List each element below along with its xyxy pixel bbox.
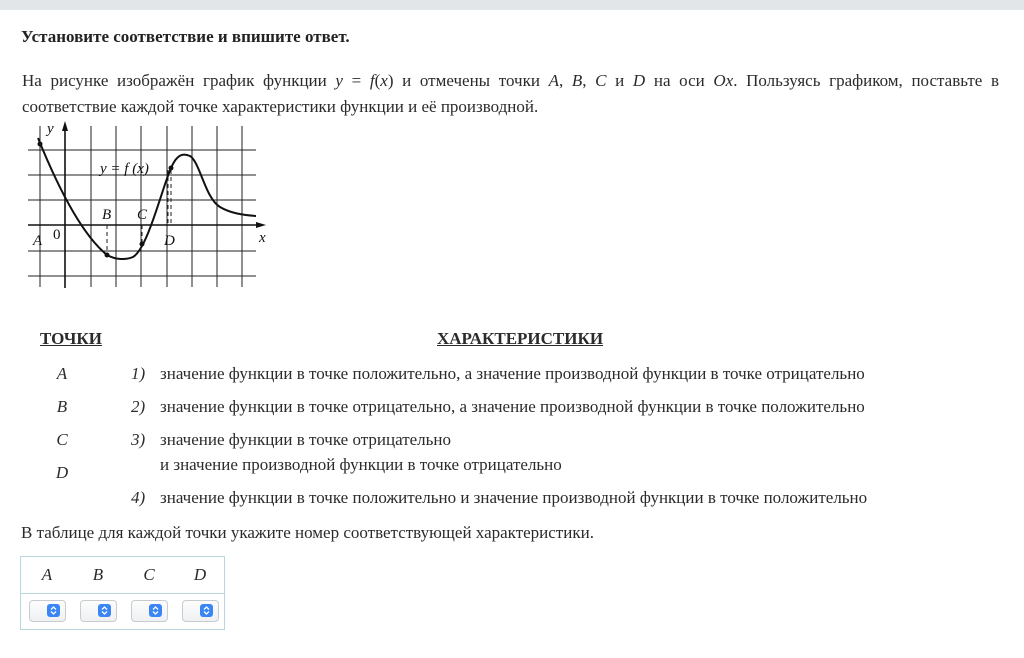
characteristics-header: ХАРАКТЕРИСТИКИ <box>437 329 604 348</box>
top-bar <box>0 0 1024 10</box>
point-item-d: D <box>55 463 69 482</box>
answer-table <box>20 556 225 630</box>
point-c-marker <box>140 242 145 247</box>
point-item-b: B <box>56 397 68 416</box>
y-axis-arrow-icon <box>62 121 68 131</box>
point-b-label: B <box>102 207 112 223</box>
point-c-label: C <box>137 207 148 223</box>
answer-select-d[interactable] <box>182 600 219 622</box>
characteristic-number: 1) <box>131 364 146 383</box>
answer-label-c: C <box>143 565 155 584</box>
characteristic-text: значение функции в точке положительно, а значение производной функции в точке отрицательно <box>160 364 865 383</box>
points-header: ТОЧКИ <box>40 329 102 348</box>
intro-text: и <box>606 71 633 90</box>
function-graph <box>20 118 270 294</box>
origin-label: 0 <box>53 227 61 243</box>
answer-select-c[interactable] <box>131 600 168 622</box>
intro-text: , <box>558 71 572 90</box>
func-paren: ) <box>387 71 394 90</box>
point-name: D <box>632 71 646 90</box>
intro-text: . Пользуясь графиком, поставьте в соответствие каждой точке характеристики функции и её производной. <box>22 71 999 116</box>
characteristic-number: 3) <box>131 430 146 449</box>
point-a-marker <box>38 142 43 147</box>
x-axis-arrow-icon <box>256 222 266 228</box>
func-x: x <box>380 71 388 90</box>
function-curve <box>38 138 256 259</box>
intro-text: , <box>582 71 596 90</box>
func-y: y <box>335 71 343 90</box>
point-item-a: A <box>56 364 68 383</box>
function-label: y = f (x) <box>100 161 149 177</box>
select-arrows-icon <box>98 604 111 617</box>
characteristic-text: значение функции в точке положительно и значение производной функции в точке положительно <box>160 488 868 507</box>
intro-text: На рисунке изображён график функции <box>22 71 327 90</box>
axis-name: Ox <box>713 71 734 90</box>
select-arrows-icon <box>47 604 60 617</box>
answer-label-b: B <box>92 565 104 584</box>
answer-table-header <box>21 557 224 594</box>
func-eq: = <box>342 71 370 90</box>
y-axis-label: y <box>47 121 54 137</box>
characteristic-number: 4) <box>131 488 146 507</box>
answer-label-d: D <box>193 565 207 584</box>
characteristic-number: 2) <box>131 397 146 416</box>
select-arrows-icon <box>200 604 213 617</box>
task-intro <box>22 68 999 120</box>
point-a-label: A <box>33 233 43 249</box>
point-item-c: C <box>56 430 68 449</box>
answer-select-a[interactable] <box>29 600 66 622</box>
task-title: Установите соответствие и впишите ответ. <box>21 27 350 46</box>
func-f: f <box>369 71 375 90</box>
characteristic-text: значение функции в точке отрицательно <box>160 430 452 449</box>
point-d-label: D <box>164 233 175 249</box>
intro-text: на оси <box>645 71 714 90</box>
point-name: C <box>595 71 607 90</box>
point-name: A <box>548 71 559 90</box>
point-d-marker <box>169 166 174 171</box>
func-paren: ( <box>374 71 381 90</box>
point-name: B <box>571 71 583 90</box>
answer-label-a: A <box>41 565 53 584</box>
characteristic-text: значение функции в точке отрицательно, а значение производной функции в точке положительно <box>160 397 865 416</box>
x-axis-label: x <box>259 230 266 246</box>
intro-text: и отмечены точки <box>393 71 549 90</box>
axes <box>28 124 261 288</box>
characteristic-text-line2: и значение производной функции в точке отрицательно <box>160 455 562 474</box>
answer-select-b[interactable] <box>80 600 117 622</box>
point-b-marker <box>105 253 110 258</box>
instruction-text: В таблице для каждой точки укажите номер соответствующей характеристики. <box>21 523 594 542</box>
select-arrows-icon <box>149 604 162 617</box>
